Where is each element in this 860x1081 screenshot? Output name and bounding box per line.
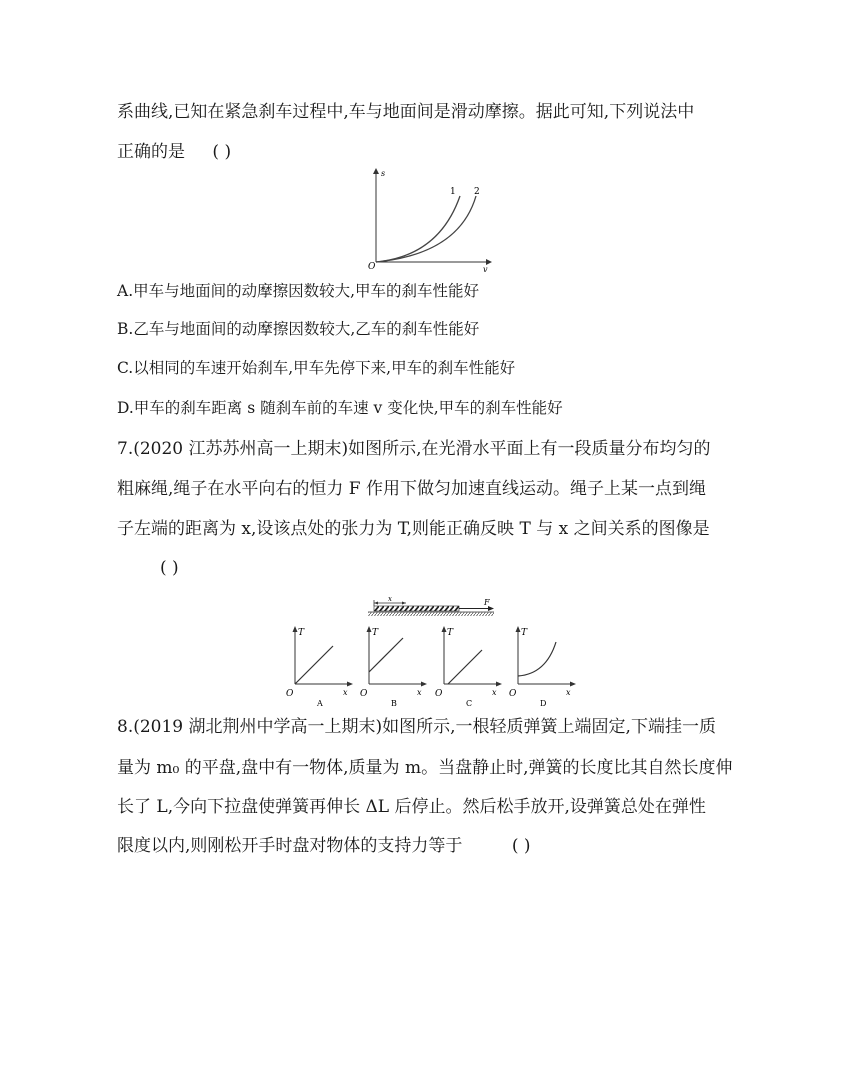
q8-text-line-3: 长了 L,今向下拉盘使弹簧再伸长 ΔL 后停止。然后松手放开,设弹簧总处在弹性 — [117, 797, 706, 817]
q7-graph-a-label: A — [317, 699, 323, 708]
q7-graph-d-origin: O — [509, 689, 517, 699]
q7-answer-paren: ( ) — [160, 558, 179, 578]
q7-x-dim-arrow-left — [374, 602, 378, 605]
q7-graph-a-y-arrow — [293, 626, 298, 632]
q7-ground-hatch — [368, 612, 494, 616]
q7-graph-a-origin: O — [286, 689, 294, 699]
q6-text-line-2 — [117, 140, 231, 164]
q7-graph-d-x-arrow — [570, 682, 576, 687]
q7-graph-b-label: B — [391, 699, 397, 708]
q7-graph-c-x-label: x — [492, 688, 497, 697]
q7-graph-a-x-arrow — [347, 682, 353, 687]
q6-y-axis-arrow — [373, 168, 379, 174]
q7-graph-d-x-label: x — [566, 688, 571, 697]
q8-stem-end: 限度以内,则刚松开手时盘对物体的支持力等于 — [117, 836, 463, 856]
q6-curve-1-label: 1 — [450, 187, 456, 197]
q7-graph-b-origin: O — [360, 689, 368, 699]
q6-text-line-1: 系曲线,已知在紧急刹车过程中,车与地面间是滑动摩擦。据此可知,下列说法中 — [117, 102, 695, 122]
q6-stem-end: 正确的是 — [117, 142, 185, 162]
q7-graph-b[interactable] — [357, 624, 429, 710]
q7-graph-a-x-label: x — [343, 688, 348, 697]
q8-text-line-1: 8.(2019 湖北荆州中学高一上期末)如图所示,一根轻质弹簧上端固定,下端挂一质 — [117, 717, 716, 737]
q7-graph-a-y-label: T — [298, 628, 305, 638]
q6-curve-1 — [376, 196, 460, 262]
q7-rope — [374, 606, 459, 611]
q7-text-line-1: 7.(2020 江苏苏州高一上期末)如图所示,在光滑水平面上有一段质量分布均匀的 — [117, 439, 711, 459]
q6-option-b[interactable]: B.乙车与地面间的动摩擦因数较大,乙车的刹车性能好 — [117, 320, 480, 338]
q7-graph-d[interactable] — [506, 624, 578, 710]
q6-option-a[interactable]: A.甲车与地面间的动摩擦因数较大,甲车的刹车性能好 — [117, 282, 480, 300]
q7-force-label: F — [484, 598, 490, 607]
q7-graph-c-x-arrow — [496, 682, 502, 687]
q6-option-c[interactable]: C.以相同的车速开始刹车,甲车先停下来,甲车的刹车性能好 — [117, 359, 516, 377]
q7-x-dim-arrow-right — [402, 602, 406, 605]
q7-graph-d-y-label: T — [521, 628, 528, 638]
q7-graph-c[interactable] — [432, 624, 504, 710]
q6-origin-label: O — [368, 262, 376, 272]
q7-text-line-2: 粗麻绳,绳子在水平向右的恒力 F 作用下做匀加速直线运动。绳子上某一点到绳 — [117, 479, 707, 499]
q8-text-line-4 — [117, 834, 530, 858]
q7-graph-d-y-arrow — [516, 626, 521, 632]
q7-graph-d-label: D — [540, 699, 547, 708]
q7-graph-a-line — [295, 646, 333, 684]
q6-curve-2 — [376, 196, 476, 262]
q7-graph-d-curve — [518, 642, 556, 676]
q7-graph-c-line — [448, 650, 482, 684]
q7-graph-b-y-label: T — [372, 628, 379, 638]
q7-graph-c-y-label: T — [447, 628, 454, 638]
q6-s-v-graph — [364, 166, 494, 276]
q7-rope-figure — [364, 594, 504, 622]
q6-x-label: v — [483, 265, 488, 274]
q7-graph-b-x-arrow — [421, 682, 427, 687]
q7-graph-c-label: C — [466, 699, 473, 708]
q7-graph-a[interactable] — [283, 624, 355, 710]
q7-graph-b-x-label: x — [417, 688, 422, 697]
q7-graph-c-origin: O — [435, 689, 443, 699]
q8-answer-paren: ( ) — [511, 836, 531, 856]
q7-x-label: x — [388, 595, 392, 603]
q7-text-line-3: 子左端的距离为 x,设该点处的张力为 T,则能正确反映 T 与 x 之间关系的图像是 — [117, 519, 710, 539]
q6-y-label: s — [381, 169, 386, 178]
q7-graph-c-y-arrow — [442, 626, 447, 632]
q7-graph-b-y-arrow — [367, 626, 372, 632]
q7-graph-b-line — [369, 638, 403, 672]
q8-text-line-2: 量为 m₀ 的平盘,盘中有一物体,质量为 m。当盘静止时,弹簧的长度比其自然长度伸 — [117, 758, 733, 778]
q6-option-d[interactable]: D.甲车的刹车距离 s 随刹车前的车速 v 变化快,甲车的刹车性能好 — [117, 399, 563, 417]
q6-answer-paren: ( ) — [212, 142, 232, 162]
q6-curve-2-label: 2 — [474, 187, 480, 197]
